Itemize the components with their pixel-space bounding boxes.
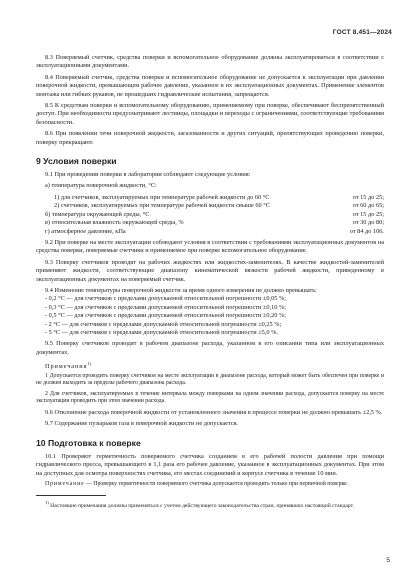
notes-title <box>36 360 384 372</box>
page-number: 5 <box>386 557 390 564</box>
condition-c-label: в) относительная влажность окружающей среды, % <box>45 219 184 227</box>
tolerance-item: - 5 °С — для счетчиков с пределами допускаемой относительной погрешности ±5,0 %. <box>45 328 278 336</box>
section-9-heading: 9 Условия поверки <box>36 156 117 167</box>
section-10-note <box>36 481 384 489</box>
footnote <box>36 499 384 510</box>
paragraph-10-1: 10.1 Проверяют герметичность поверяемого счетчика созданием в его рабочей полости давления при помощи гидравлического пресса, превышающего в 1,1 раза его рабочее давление, указанное в эксплуатационных документах. При этом на доступных для осмотра поверхностях счетчика, его местах соединений и корпусе счетчика в течение 10 мин. <box>36 452 384 477</box>
paragraph-8-5: 8.5 К средствам поверки и вспомогательному оборудованию, применяемому при поверке, обеспечивают беспрепятственный доступ. При необходимости предусматривают лестницы, площадки и переходы с ограничениями, соответствующие требованиям безопасности. <box>36 102 384 126</box>
condition-d-label: г) атмосферное давление, кПа <box>45 227 126 235</box>
footnote-text: Настоящие примечания должны применяться с учетом действующего законодательства стран, принявших настоящий стандарт. <box>50 502 355 509</box>
note-2: 2 Для счетчиков, эксплуатируемых в течение интервала между поверками на одном значении расхода, допускается поверку на месте эксплуатации проводить при этом значении расхода. <box>36 390 384 405</box>
paragraph-8-6: 8.6 При появлении течи поверочной жидкости, загазованности и других ситуаций, препятствующих проведению поверки, поверку прекращают. <box>36 130 384 146</box>
condition-c-value: от 30 до 80; <box>352 219 384 227</box>
footnote-mark: 1) <box>45 499 49 505</box>
condition-d <box>36 228 384 236</box>
paragraph-9-7: 9.7 Содержание пузырьков газа в поверочной жидкости не допускается. <box>45 420 239 428</box>
paragraph-9-2: 9.2 При поверке на месте эксплуатации соблюдают условия в соответствии с требованиями эксплуатационных документов на средства поверки, поверяемые счетчики и применяемое при поверке вспомогательное оборудование. <box>36 238 384 255</box>
paragraph-9-5: 9.5 Поверку счетчиков проводят в рабочем диапазоне расхода, указанном в его описании типа или эксплуатационных документах. <box>36 340 384 356</box>
condition-b-label: б) температура окружающей среды, °С <box>45 210 150 218</box>
condition-a2 <box>36 202 384 210</box>
condition-b <box>36 211 384 219</box>
paragraph-9-3: 9.3 Поверку счетчиков проводят на рабочих жидкостях или жидкостях-заменителях. В качестве жидкостей-заменителей применяют жидкости, соответствующие диапазону кинематической вязкости рабочей жидкости, приведенному в эксплуатационных документах на поверяемый счетчик. <box>36 258 384 283</box>
condition-a1-label: 1) для счетчиков, эксплуатируемых при температуре рабочей жидкости до 60 °С <box>54 193 270 201</box>
condition-b-value: от 15 до 25; <box>352 210 384 218</box>
paragraph-9-6: 9.6 Отклонение расхода поверочной жидкости от установленного значения в процессе поверки не должно превышать ±2,5 %. <box>45 409 383 417</box>
paragraph-8-4: 8.4 Поверяемый счетчик, средства поверки и вспомогательное оборудование не допускается к эксплуатации при давлении поверочной жидкости, превышающем рабочее давление, указанное в их эксплуатационных документах. Применение элементов монтажа или гибких рукавов, не прошедших гидравлические испытания, запрещается. <box>36 73 384 98</box>
tolerance-item: - 2 °С — для счетчиков с пределами допускаемой относительной погрешности ±0,25 %; <box>45 320 282 328</box>
tolerance-item: - 0,3 °С — для счетчиков с пределами допускаемой относительной погрешности ±0,10 %; <box>45 303 286 311</box>
condition-d-value: от 84 до 106. <box>349 227 384 235</box>
condition-a2-value: от 60 до 65; <box>352 202 384 210</box>
condition-a1-value: от 15 до 25; <box>352 193 384 201</box>
page-body <box>36 54 384 510</box>
condition-a2-label: 2) счетчиков, эксплуатируемых при температуре рабочей жидкости свыше 60 °С <box>54 202 270 210</box>
paragraph-9-1: 9.1 При проведении поверки в лаборатории соблюдают следующие условия: <box>45 171 251 179</box>
section-10-note-paragraph <box>36 481 384 489</box>
section-10-heading: 10 Подготовка к поверке <box>36 437 141 448</box>
condition-a1 <box>36 194 384 202</box>
paragraph-8-3: 8.3 Поверяемый счетчик, средства поверки и вспомогательное оборудование должны эксплуатироваться в соответствии с эксплуатационными документами. <box>36 54 384 70</box>
notes-footnote-mark: 1) <box>87 361 92 367</box>
tolerance-item: - 0,2 °С — для счетчиков с пределами допускаемой относительной погрешности ±0,05 %; <box>45 295 286 303</box>
note-label: Примечание <box>45 481 85 488</box>
note-1: 1 Допускается проводить поверку счетчиков на месте эксплуатации в диапазоне расхода, который может быть обеспечен при поверке и не должен выходить за пределы рабочего диапазона расхода. <box>36 372 384 387</box>
footnote-divider <box>36 495 106 496</box>
notes-block <box>36 360 384 406</box>
condition-a-label: а) температура поверочной жидкости, °С: <box>45 182 157 190</box>
document-id: ГОСТ 8.451—2024 <box>332 29 392 36</box>
condition-c <box>36 219 384 227</box>
note-text: — Проверку герметичности поверяемого счетчика допускается проводить только при первичной поверке. <box>86 481 349 488</box>
paragraph-9-4: 9.4 Изменение температуры поверочной жидкости за время одного измерения не должно превышать: <box>45 286 317 294</box>
tolerance-item: - 0,5 °С — для счетчиков с пределами допускаемой относительной погрешности ±0,20 %; <box>45 312 286 320</box>
notes-title-text: Примечания <box>45 363 88 371</box>
